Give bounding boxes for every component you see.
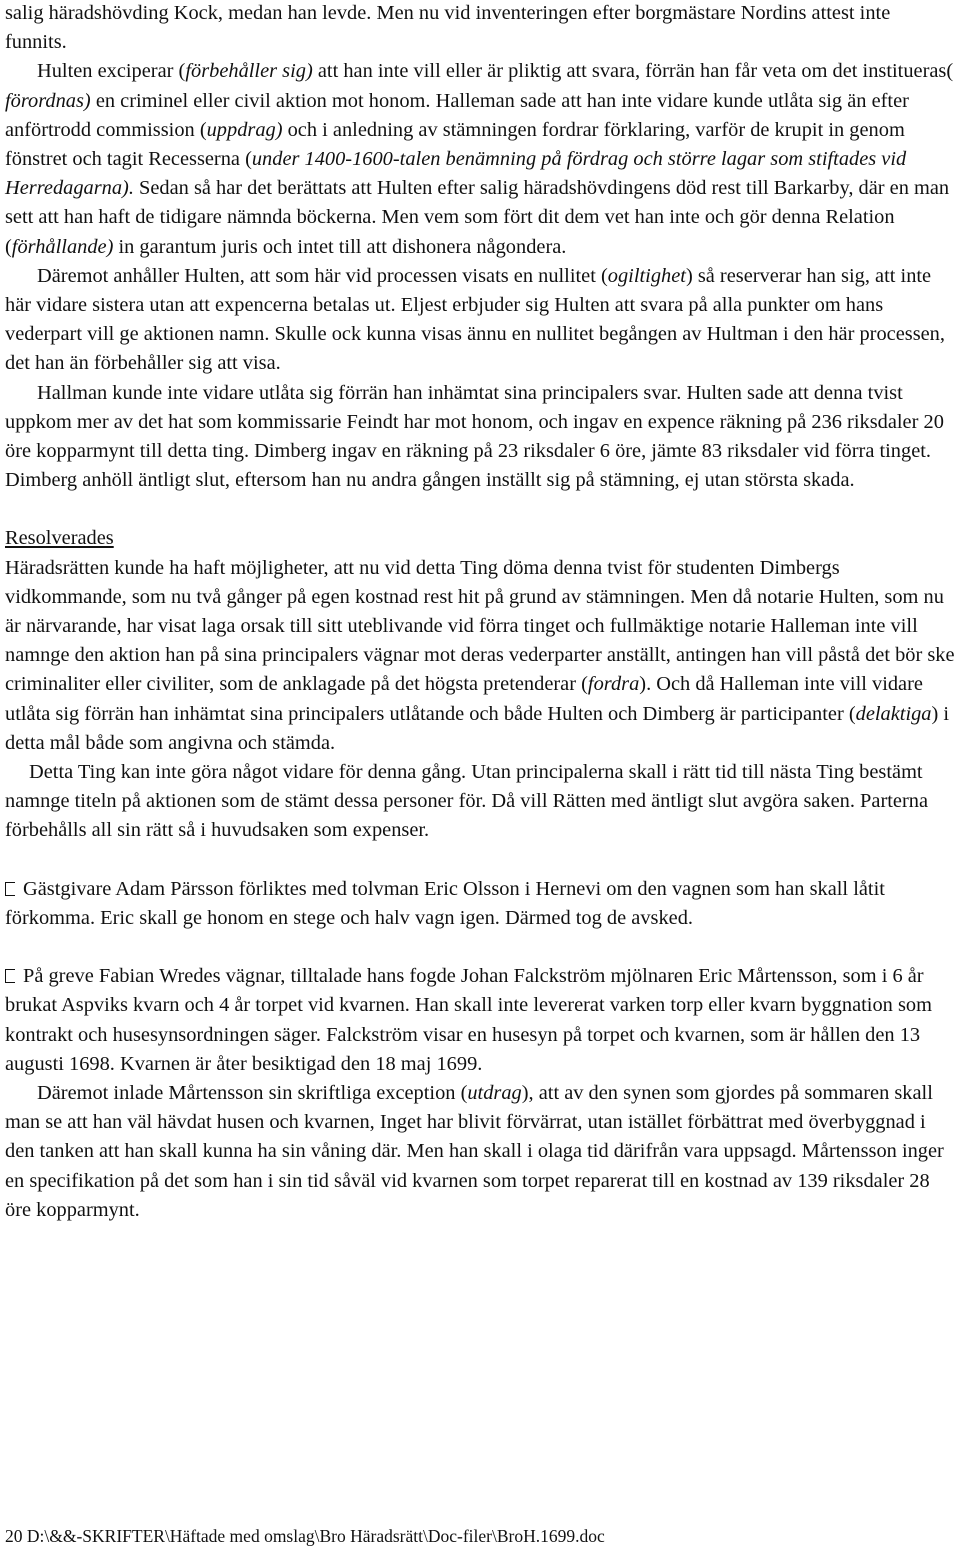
text-segment: ), att av den synen som gjordes på sommaren skall man se att han väl hävdat husen och kvarnen, Inget har blivit förvärrat, utan istället förbättrat med överbyggnad i den tanken att han skall kunna ha sin våning där. Men han skall i olaga tid därifrån vara uppsagd. Mårtensson inger en specifikation på det som han i sin tid såväl vid kvarnen som torpet reparerat till en kostnad av 139 riksdaler 28 öre kopparmynt. — [5, 1081, 944, 1221]
text-segment: in garantum juris och intet till att dishonera någondera. — [113, 235, 567, 258]
spacer — [5, 495, 957, 524]
paragraph-continuation — [5, 0, 957, 57]
heading-text: Resolverades — [5, 527, 114, 550]
text-segment: fordra — [587, 673, 640, 696]
text-segment: Häradsrätten kunde ha haft möjligheter, att nu vid detta Ting döma denna tvist för studenten Dimbergs vidkommande, som nu två gånger på egen kostnad rest hit på grund av stämningen. Men då notarie Hulten, som nu är närvarande, har visat laga orsak till sitt uteblivande vid förra tinget och fullmäktige notarie Halleman inte vill namnge den aktion han på sina principalers vägnar mot deras vederparter anställt, antingen han vill påstå det bör ske criminaliter eller civiliter, som de anklagade på det högsta pretenderar ( — [5, 556, 955, 696]
file-path: D:\&&-SKRIFTER\Häftade med omslag\Bro Häradsrätt\Doc-filer\BroH.1699.doc — [26, 1526, 605, 1546]
text-segment: förbehåller sig) — [185, 60, 313, 83]
paragraph-hulten-exciperar — [5, 57, 957, 261]
paragraph-detta-ting — [5, 758, 957, 846]
text-segment: ) så reserverar han sig, att inte här vidare sistera utan att expencerna betalas ut. Eljest erbjuder sig Hulten att svara på alla punkter om hans vederpart vill ge aktionen namn. Skulle ock kunna visas ännu en nullitet begången av Hultman i den här processen, det han än förbehåller sig att visa. — [5, 264, 945, 375]
paragraph-resolution — [5, 554, 957, 758]
text-segment: salig häradshövding Kock, medan han levde. Men nu vid inventeringen efter borgmästare Nordins attest inte funnits. — [5, 2, 891, 54]
text-segment: s( — [938, 60, 954, 83]
page-footer — [5, 1525, 605, 1547]
paragraph-mark-icon — [5, 882, 15, 896]
text-segment: ogiltighet — [607, 264, 686, 287]
text-segment: Detta Ting kan inte göra något vidare för denna gång. Utan principalerna skall i rätt tid till nästa Ting bestämt namnge titeln på aktionen som de stämt dessa personer för. Då vill Rätten med äntligt slut avgöra saken. Parterna förbehålls all sin rätt så i huvudsaken som expenser. — [5, 761, 928, 842]
text-segment: ). Och då Halleman inte vill vidare utlåta sig förrän han inhämtat sina principalers utlåtande och både Hulten och Dimberg är participanter ( — [5, 673, 923, 725]
spacer — [5, 846, 957, 875]
text-segment: och i anledning av stämningen fordrar förklaring, varför de krupit in genom fönstret och tagit Recesserna ( — [5, 118, 905, 171]
text-segment: Hulten exciperar ( — [37, 60, 186, 83]
paragraph-mark-icon — [5, 969, 15, 983]
text-segment: Hallman kunde inte vidare utlåta sig förrän han inhämtat sina principalers svar. Hulten sade att denna tvist uppkom mer av det hat som kommissarie Feindt har mot honom, och ingav en expence räkning på 236 riksdaler 20 öre kopparmynt till detta ting. Dimberg ingav en räkning på 23 riksdaler 6 öre, jämte 83 riksdaler vid förra tinget. Dimberg anhöll äntligt slut, eftersom han nu andra gången inställt sig på stämning, ej utan största skada. — [5, 381, 944, 492]
text-segment: delaktiga — [855, 702, 932, 725]
text-segment: uppdrag) — [206, 118, 283, 141]
section-heading-resolverades — [5, 524, 957, 553]
text-segment: utdrag — [467, 1081, 522, 1104]
text-segment: att han inte vill eller är pliktig att svara, förrän han får veta om det instituera — [312, 60, 939, 83]
text-segment: Däremot anhåller Hulten, att som här vid processen visats en nullitet ( — [37, 264, 608, 287]
text-segment: På greve Fabian Wredes vägnar, tilltalade hans fogde Johan Falckström mjölnaren Eric Mårtensson, som i 6 år brukat Aspviks kvarn och 4 år torpet vid kvarnen. Han skall inte levererat varken torp eller kvarn byggnation som kontrakt och husesynsordningen säger. Falckström visar en husesyn på torpet och kvarnen, som är hållen den 13 augusti 1698. Kvarnen är åter besiktigad den 18 maj 1699. — [5, 965, 932, 1075]
document-page — [5, 0, 957, 1225]
text-segment: Däremot inlade Mårtensson sin skriftliga exception ( — [37, 1081, 468, 1104]
text-segment: Gästgivare Adam Pärsson förliktes med tolvman Eric Olsson i Hernevi om den vagnen som han skall låtit förkomma. Eric skall ge honom en stege och halv vagn igen. Därmed tog de avsked. — [5, 877, 885, 929]
paragraph-gastgivare — [5, 875, 957, 933]
text-segment: en criminel eller civil aktion mot honom. Halleman sade att han inte vidare kunde utlåta sig än efter anförtrodd commission ( — [5, 89, 909, 141]
text-segment: ) i detta mål både som angivna och stämda. — [5, 702, 950, 754]
text-segment: förhållande) — [11, 235, 114, 258]
paragraph-daremot-inlade — [5, 1079, 957, 1225]
text-segment: Sedan så har det berättats att Hulten efter salig häradshövdingens död rest till Barkarby, där en man sett att han haft de tidigare nämnda böckerna. Men vem som fört dit dem vet han inte och gör denna Relation ( — [5, 177, 950, 258]
page-number: 20 — [5, 1526, 23, 1546]
paragraph-hallman-kunde — [5, 379, 957, 496]
paragraph-greve-fabian — [5, 962, 957, 1079]
spacer — [5, 933, 957, 962]
text-segment: under 1400-1600-talen benämning på fördrag och större lagar som stiftades vid Herredagarna). — [5, 148, 907, 200]
paragraph-daremot-anhaller — [5, 262, 957, 379]
text-segment: förordnas) — [5, 89, 91, 112]
